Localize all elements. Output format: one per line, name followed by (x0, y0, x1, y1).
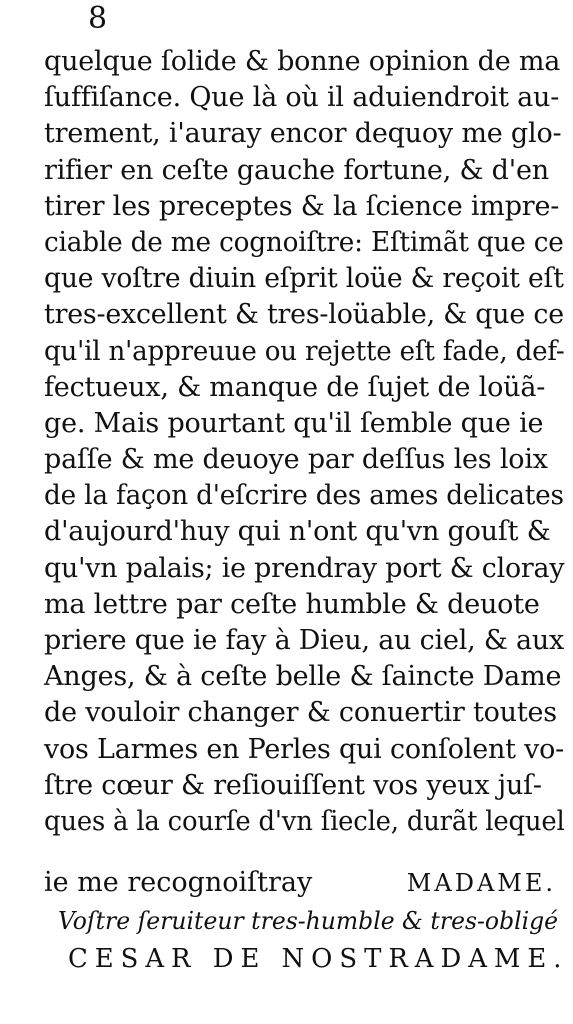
text-line: ques à la courſe d'vn ſiecle, durãt lequel (44, 805, 565, 837)
signature: CESAR DE NOSTRADAME. (68, 944, 569, 974)
text-line: Anges, & à ceſte belle & ſaincte Dame (44, 661, 562, 693)
text-line: de la façon d'eſcrire des ames delicates (44, 480, 564, 512)
closing-line: ie me recognoiſtray (44, 867, 313, 898)
text-line: ciable de me cognoiſtre: Eſtimãt que ce (44, 226, 564, 258)
text-line: que voſtre diuin eſprit loüe & reçoit eſt (44, 263, 564, 295)
subscription-line: Voſtre ſeruiteur tres-humble & tres-obligé (58, 907, 559, 935)
text-line: paſſe & me deuoye par deſſus les loix (44, 444, 548, 476)
text-line: trement, i'auray encor dequoy me glo- (44, 118, 562, 150)
text-line: quelque ſolide & bonne opinion de ma (44, 46, 561, 77)
text-line: tres-excellent & tres-loüable, & que ce (44, 299, 564, 331)
letter-body (44, 44, 564, 840)
text-line: vos Larmes en Perles qui conſolent vo- (44, 733, 565, 765)
text-line: qu'vn palais; ie prendray port & cloray (44, 552, 565, 584)
text-line: ge. Mais pourtant qu'il ſemble que ie (44, 407, 544, 439)
text-line: d'aujourd'huy qui n'ont qu'vn gouſt & (44, 516, 551, 548)
text-line: de vouloir changer & conuertir toutes (44, 697, 557, 729)
salutation: MADAME. (406, 869, 556, 897)
text-line: fectueux, & manque de ſujet de loüã- (44, 371, 546, 403)
text-line: tirer les preceptes & la ſcience impre- (44, 190, 560, 222)
text-line: ſuffiſance. Que là où il aduiendroit au- (44, 82, 560, 114)
text-line: priere que ie fay à Dieu, au ciel, & aux (44, 625, 565, 656)
text-line: rifier en ceſte gauche fortune, & d'en (44, 154, 549, 186)
text-line: ma lettre par ceſte humble & deuote (44, 588, 540, 620)
text-line: ſtre cœur & reſiouiſſent vos yeux juſ- (44, 769, 542, 801)
closing-row (44, 865, 556, 901)
page-number: 8 (88, 1, 108, 36)
text-line: qu'il n'appreuue ou rejette eſt fade, def- (44, 335, 565, 367)
